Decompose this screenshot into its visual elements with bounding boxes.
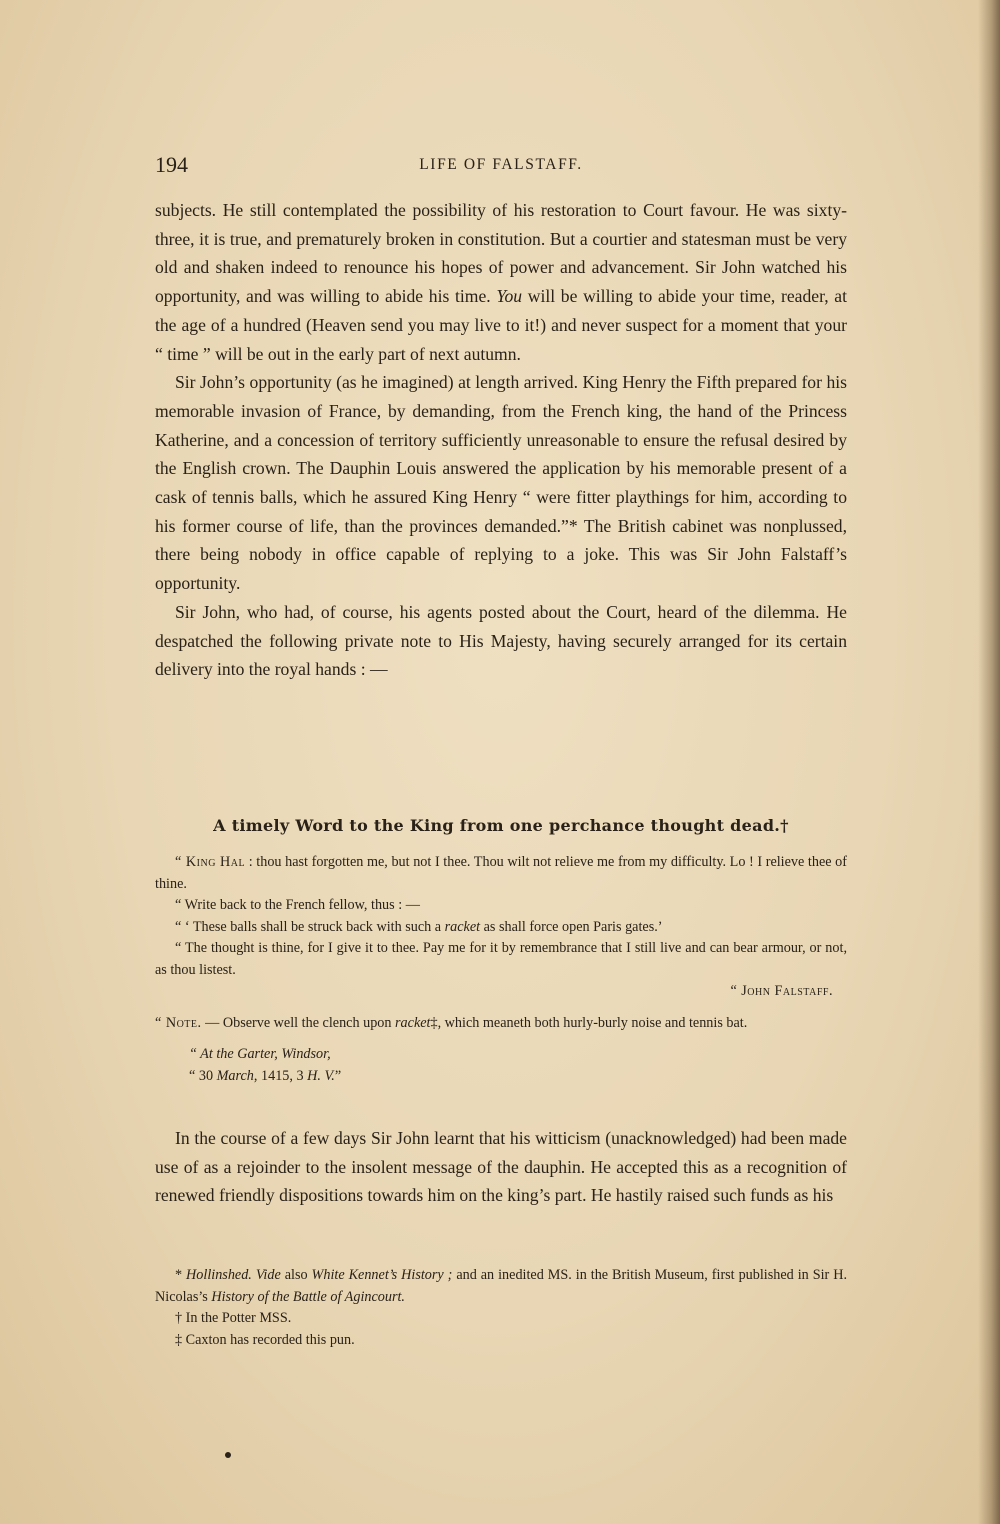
paragraph-1: subjects. He still contemplated the possibility of his restoration to Court favour. He was sixty-three, it is true, and prematurely broken in constitution. But a courtier and statesman must be very old and shaken indeed to renounce his hopes of power and advancement. Sir John watched his opportunity, and was willing to abide his time. You will be willing to abide your time, reader, at the age of a hundred (Heaven send you may live to it!) and never suspect for a moment that your “ time ” will be out in the early part of next autumn. [155,200,847,364]
letter-signature: “ John Falstaff. [730,983,833,999]
letter-dateline-1: “ At the Garter, Windsor, [189,1046,331,1062]
running-title: LIFE OF FALSTAFF. [419,156,583,173]
letter-note: “ Note. — Observe well the clench upon racket‡, which meaneth both hurly-burly noise and tennis bat. [155,1014,748,1031]
footnote-2: † In the Potter MSS. [175,1310,292,1326]
page-edge-shadow [978,0,1000,1524]
ink-dot [225,1452,231,1458]
page-header [155,152,847,180]
letter-dateline-2: “ 30 March, 1415, 3 H. V.” [189,1067,342,1084]
footnotes [155,1265,847,1351]
letter-heading: A timely Word to the King from one perchance thought dead.† [213,816,789,835]
letter [155,852,847,1087]
letter-line-1: “ King Hal : thou hast forgotten me, but not I thee. Thou wilt not relieve me from my difficulty. Lo ! I relieve thee of thine. [155,854,847,892]
paragraph-2: Sir John’s opportunity (as he imagined) at length arrived. King Henry the Fifth prepared for his memorable invasion of France, by demanding, from the French king, the hand of the Princess Katherine, and a concession of territory sufficiently unreasonable to ensure the refusal desired by the English crown. The Dauphin Louis answered the application by his memorable present of a cask of tennis balls, which he assured King Henry “ were fitter playthings for him, according to his former course of life, than the provinces demanded.”* The British cabinet was nonplussed, there being nobody in office capable of replying to a joke. This was Sir John Falstaff’s opportunity. [155,372,847,594]
page-number: 194 [155,152,188,177]
letter-line-2: “ Write back to the French fellow, thus : — [175,897,420,913]
letter-line-3: “ ‘ These balls shall be struck back with such a racket as shall force open Paris gates.’ [175,918,663,935]
footnote-1: * Hollinshed. Vide also White Kennet’s History ; and an inedited MS. in the British Museum, first published in Sir H. Nicolas’s History of the Battle of Agincourt. [155,1267,847,1305]
body-text [155,196,847,684]
paragraph-3: Sir John, who had, of course, his agents posted about the Court, heard of the dilemma. He despatched the following private note to His Majesty, having securely arranged for its certain delivery into the royal hands : — [155,601,847,680]
letter-line-4: “ The thought is thine, for I give it to thee. Pay me for it by remembrance that I still live and can bear armour, or not, as thou listest. [155,940,847,978]
concluding-paragraph: In the course of a few days Sir John learnt that his witticism (unacknowledged) had been made use of as a rejoinder to the insolent message of the dauphin. He accepted this as a recognition of renewed friendly dispositions towards him on the king’s part. He hastily raised such funds as his [155,1128,847,1206]
footnote-3: ‡ Caxton has recorded this pun. [175,1331,355,1348]
